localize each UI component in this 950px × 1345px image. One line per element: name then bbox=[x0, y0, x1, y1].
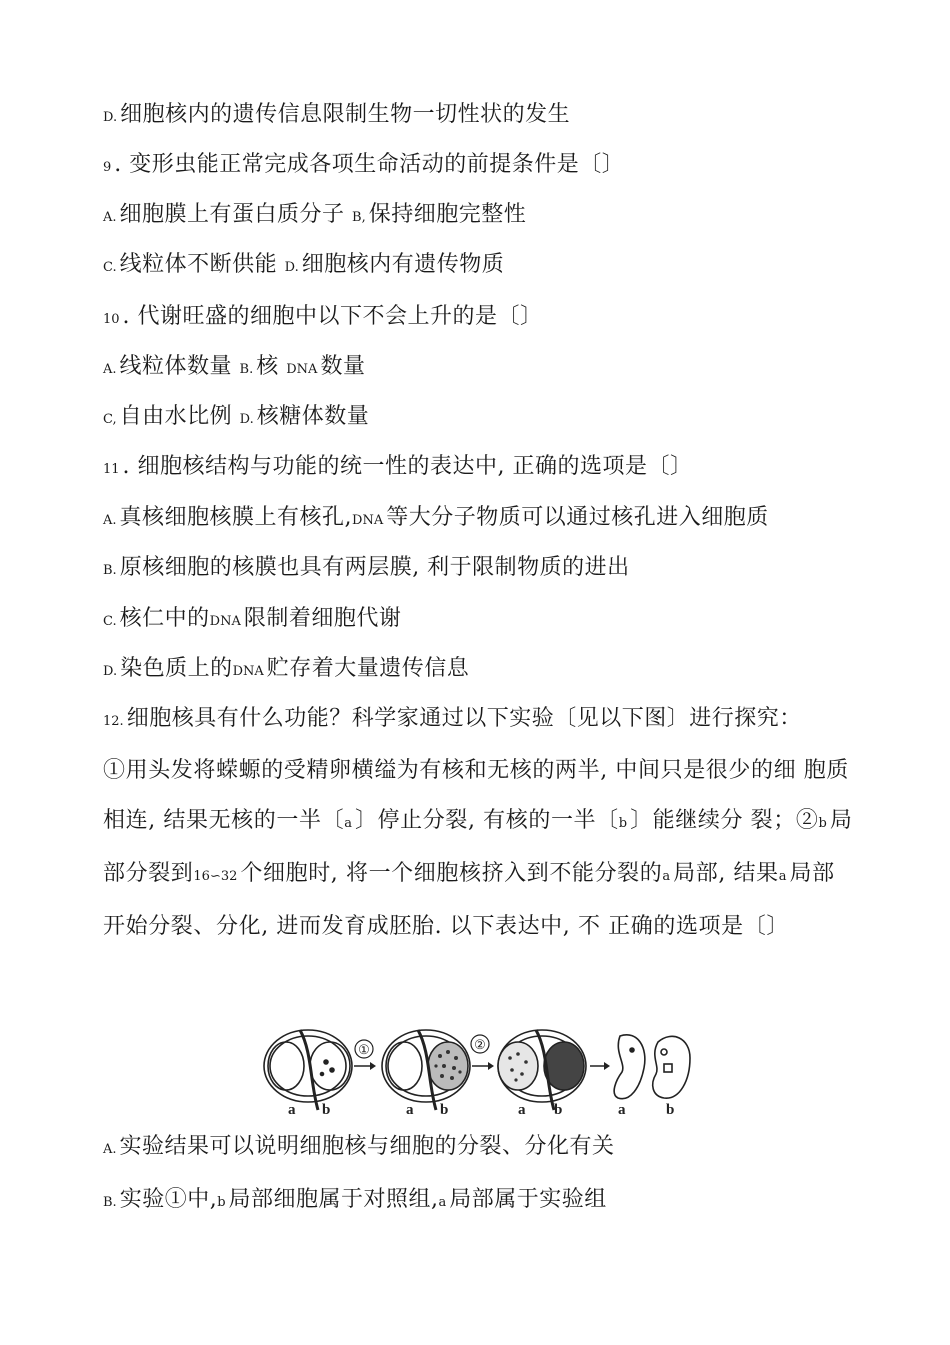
label-a: a bbox=[288, 1102, 296, 1118]
question-stem: . 变形虫能正常完成各项生命活动的前提条件是〔〕 bbox=[114, 152, 625, 177]
figure-part-labels bbox=[288, 1102, 674, 1118]
q8-option-d bbox=[103, 100, 570, 133]
label-b: b bbox=[440, 1102, 449, 1118]
option-letter: C. bbox=[103, 614, 117, 629]
q11-option-c bbox=[103, 604, 401, 637]
option-text: 实验①中, bbox=[119, 1187, 218, 1212]
cell-count-range: 16∽32 bbox=[193, 869, 238, 884]
option-letter: C. bbox=[103, 260, 117, 275]
option-letter: A. bbox=[103, 362, 117, 377]
dna-term: DNA bbox=[286, 362, 318, 377]
option-letter: B. bbox=[239, 362, 254, 377]
dna-term: DNA bbox=[352, 513, 384, 528]
q11-stem bbox=[103, 452, 693, 485]
q10-options-cd bbox=[103, 402, 369, 435]
part-label-b: b bbox=[818, 816, 827, 831]
paragraph-text: 〕能继续分 裂；② bbox=[630, 808, 819, 833]
q12-option-a bbox=[103, 1132, 615, 1165]
question-stem: . 细胞核结构与功能的统一性的表达中, 正确的选项是〔〕 bbox=[122, 454, 693, 479]
option-letter: C, bbox=[103, 412, 117, 427]
label-a: a bbox=[618, 1102, 626, 1118]
stage-3-nucleus-inserted bbox=[498, 1030, 586, 1110]
part-label-b: b bbox=[217, 1195, 226, 1210]
step-1-label: ① bbox=[358, 1043, 370, 1058]
part-label-b: b bbox=[618, 816, 628, 831]
step-2-label: ② bbox=[474, 1038, 486, 1053]
paragraph-text: 局部开始分裂、分化, 进而发育成胚胎. 以下表达中, 不 正确的选项是〔〕 bbox=[103, 861, 835, 939]
option-text: 贮存着大量遗传信息 bbox=[266, 656, 470, 681]
paragraph-text: ①用头发将蝾螈的受精卵横缢为有核和无核的两半, 中间只是很少的细 胞质相连, 结果无核的一半〔 bbox=[103, 758, 849, 833]
option-text: 原核细胞的核膜也具有两层膜, 利于限制物质的进出 bbox=[119, 555, 630, 580]
q9-options-cd bbox=[103, 250, 504, 283]
question-number: 12. bbox=[103, 714, 124, 729]
option-text: 核糖体数量 bbox=[256, 404, 370, 429]
option-letter: D. bbox=[284, 260, 299, 275]
q10-options-ab bbox=[103, 352, 365, 385]
option-text: 核仁中的 bbox=[119, 606, 210, 631]
arrow-step-3 bbox=[590, 1062, 610, 1070]
option-letter: D. bbox=[103, 664, 118, 679]
option-text: 染色质上的 bbox=[120, 656, 233, 681]
option-text: 限制着细胞代谢 bbox=[243, 606, 402, 631]
newt-egg-experiment-figure bbox=[260, 1022, 700, 1120]
stage-2-b-dividing bbox=[382, 1030, 470, 1110]
label-a: a bbox=[406, 1102, 414, 1118]
q11-option-a bbox=[103, 503, 769, 536]
part-label-a: a bbox=[778, 869, 787, 884]
question-number: 10 bbox=[103, 312, 120, 327]
arrow-step-1 bbox=[354, 1040, 376, 1070]
option-letter: A. bbox=[103, 513, 117, 528]
option-letter: D. bbox=[103, 110, 118, 125]
label-a: a bbox=[518, 1102, 526, 1118]
option-letter: A. bbox=[103, 1142, 117, 1157]
part-label-a: a bbox=[344, 816, 352, 831]
arrow-step-2 bbox=[471, 1035, 494, 1070]
option-text: 细胞核内的遗传信息限制生物一切性状的发生 bbox=[120, 102, 571, 127]
option-text: 线粒体不断供能 bbox=[119, 252, 278, 277]
option-text: 真核细胞核膜上有核孔, bbox=[119, 505, 353, 530]
q12-stem bbox=[103, 704, 802, 737]
question-stem: . 代谢旺盛的细胞中以下不会上升的是〔〕 bbox=[122, 304, 543, 329]
q9-options-ab bbox=[103, 200, 526, 233]
option-text: 细胞膜上有蛋白质分子 bbox=[119, 202, 345, 227]
question-stem: 细胞核具有什么功能？科学家通过以下实验〔见以下图〕进行探究： bbox=[126, 706, 802, 731]
option-text: 等大分子物质可以通过核孔进入细胞质 bbox=[386, 505, 769, 530]
label-b: b bbox=[554, 1102, 563, 1118]
option-text: 局部细胞属于对照组, bbox=[228, 1187, 439, 1212]
option-text: 细胞核内有遗传物质 bbox=[301, 252, 505, 277]
question-number: 9 bbox=[103, 160, 112, 175]
option-letter: B, bbox=[352, 210, 366, 225]
q12-experiment-description bbox=[103, 746, 855, 952]
paragraph-text: 〕停止分裂, 有核的一半〔 bbox=[354, 808, 619, 833]
option-text: 自由水比例 bbox=[119, 404, 233, 429]
part-label-a: a bbox=[662, 869, 671, 884]
dna-term: DNA bbox=[209, 614, 241, 629]
part-label-a: a bbox=[438, 1195, 447, 1210]
option-letter: D. bbox=[239, 412, 254, 427]
option-text: 线粒体数量 bbox=[119, 354, 233, 379]
dna-term: DNA bbox=[232, 664, 264, 679]
paragraph-text: 局部分裂到 bbox=[103, 808, 853, 886]
question-number: 11 bbox=[103, 462, 120, 477]
option-text: 保持细胞完整性 bbox=[368, 202, 527, 227]
q11-option-d bbox=[103, 654, 469, 687]
q9-stem bbox=[103, 150, 624, 183]
option-letter: A. bbox=[103, 210, 117, 225]
option-letter: B. bbox=[103, 563, 117, 578]
option-text: 数量 bbox=[320, 354, 366, 379]
stage-1-ligated-egg bbox=[264, 1030, 352, 1110]
q12-option-b bbox=[103, 1185, 607, 1218]
label-b: b bbox=[666, 1102, 675, 1118]
q11-option-b bbox=[103, 553, 630, 586]
option-letter: B. bbox=[103, 1195, 117, 1210]
q10-stem bbox=[103, 302, 543, 335]
stage-4-embryos bbox=[614, 1035, 690, 1099]
option-text: 局部属于实验组 bbox=[449, 1187, 607, 1212]
label-b: b bbox=[322, 1102, 331, 1118]
option-text: 实验结果可以说明细胞核与细胞的分裂、分化有关 bbox=[119, 1134, 615, 1159]
paragraph-text: 个细胞时, 将一个细胞核挤入到不能分裂的 bbox=[240, 861, 663, 886]
option-text: 核 bbox=[256, 354, 279, 379]
paragraph-text: 局部, 结果 bbox=[673, 861, 779, 886]
